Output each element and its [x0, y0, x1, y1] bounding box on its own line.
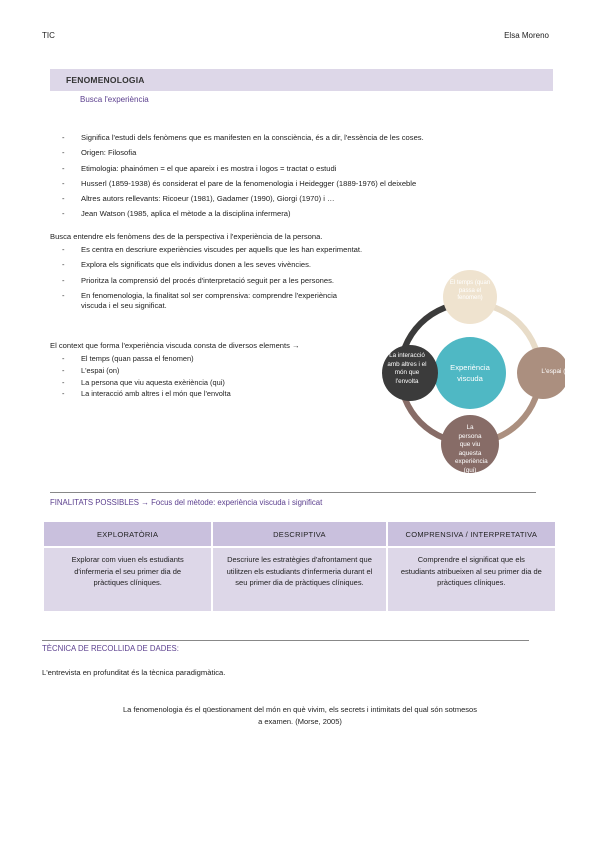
finalitats-title: FINALITATS POSSIBLES → Focus del mètode: experiència viscuda i significat	[50, 498, 323, 507]
list-item: - Altres autors rellevants: Ricoeur (1981), Gadamer (1990), Giorgi (1970) i …	[62, 194, 542, 204]
header-right: Elsa Moreno	[504, 31, 549, 40]
list-item: - Prioritza la comprensió del procés d'interpretació seguit per a les persones.	[62, 276, 351, 286]
table-header-cell: COMPRENSIVA / INTERPRETATIVA	[388, 522, 555, 546]
header-left: TIC	[42, 31, 55, 40]
table-cell: Comprendre el significat que els estudiants atribueixen al seu primer dia de pràctiques clíniques.	[388, 548, 555, 611]
list-item: - En fenomenologia, la finalitat sol ser comprensiva: comprendre l'experiència viscuda i el seu significat.	[62, 291, 351, 311]
list-item: - La interacció amb altres i el món que l'envolta	[62, 389, 322, 399]
context-list	[62, 354, 322, 401]
list-item: - L'espai (on)	[62, 366, 322, 376]
definition-list	[62, 133, 542, 225]
list-item: - El temps (quan passa el fenomen)	[62, 354, 322, 364]
tecnica-title: TÈCNICA DE RECOLLIDA DE DADES:	[42, 644, 179, 653]
section-subtitle: Busca l'experiència	[80, 95, 149, 104]
perspective-intro: Busca entendre els fenòmens des de la perspectiva i l'experiència de la persona.	[50, 232, 323, 241]
table-header-cell: EXPLORATÒRIA	[44, 522, 211, 546]
table-cell: Explorar com viuen els estudiants d'infermeria el seu primer dia de pràctiques clíniques.	[44, 548, 211, 611]
section-divider	[42, 640, 529, 641]
top-node-label: El temps (quan passa el fenomen)	[449, 280, 491, 301]
section-divider	[50, 492, 536, 493]
list-item: - Husserl (1859-1938) és considerat el pare de la fenomenologia i Heidegger (1889-1976) el deixeble	[62, 179, 542, 189]
table-header-cell: DESCRIPTIVA	[213, 522, 385, 546]
list-item: - Explora els significats que els individus donen a les seves vivències.	[62, 260, 381, 270]
list-item: - Es centra en descriure experiències viscudes per aquells que les han experimentat.	[62, 245, 411, 255]
list-item: - Significa l'estudi dels fenòmens que es manifesten en la consciència, és a dir, l'essència de les coses.	[62, 133, 542, 143]
list-item: - Etimologia: phainómen = el que apareix i es mostra i logos = tractat o estudi	[62, 164, 542, 174]
section-title: FENOMENOLOGIA	[66, 75, 145, 85]
list-item: - Origen: Filosofia	[62, 148, 542, 158]
list-item: - Jean Watson (1985, aplica el mètode a la disciplina infermera)	[62, 209, 542, 219]
bottom-node-label: La persona que viu aquesta experiència (qui)	[455, 424, 488, 474]
table-header-row	[44, 522, 555, 546]
table-row	[44, 548, 555, 611]
context-intro: El context que forma l'experiència viscuda consta de diversos elements →	[50, 341, 300, 350]
finalitats-table	[42, 520, 557, 613]
perspective-list	[62, 245, 363, 316]
left-node-label: La interacció amb altres i el món que l'envolta	[387, 352, 427, 385]
list-item: - La persona que viu aquesta exèriència (qui)	[62, 378, 322, 388]
table-cell: Descriure les estratègies d'afrontament que utilitzen els estudiants d'infermeria durant el seu primer dia de pràctiques clíniques.	[213, 548, 385, 611]
closing-quote: La fenomenologia és el qüestionament del món en què vivim, els secrets i intimitats del qual són sotmesos a examen. (Morse, 2005)	[123, 705, 477, 726]
center-node-label: Experiència viscuda	[450, 363, 490, 383]
right-node-label: L'espai (on)	[541, 368, 575, 375]
tecnica-text: L'entrevista en profunditat és la tècnica paradigmàtica.	[42, 668, 226, 677]
